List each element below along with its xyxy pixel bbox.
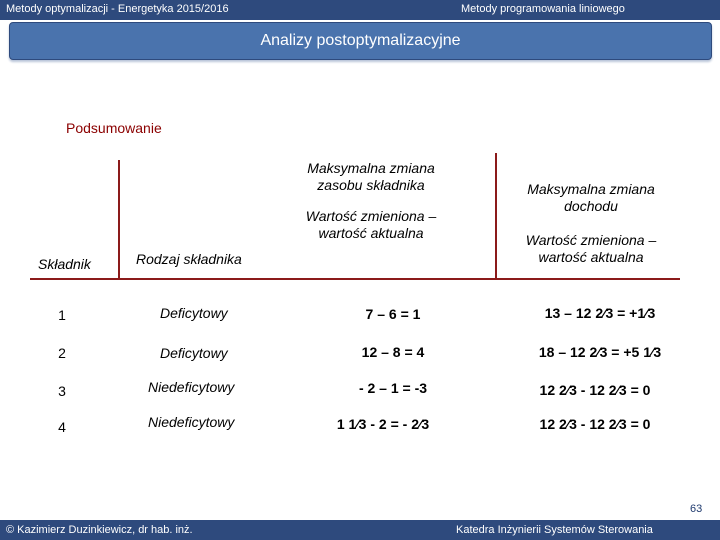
row4-res: 1 1⁄3 - 2 = - 2⁄3 xyxy=(336,416,430,432)
divider-right xyxy=(495,153,497,280)
divider-left xyxy=(118,160,120,280)
col-type: Rodzaj składnika xyxy=(136,251,242,267)
res-change-line2: zasobu składnika xyxy=(317,177,425,193)
row4-inc: 12 2⁄3 - 12 2⁄3 = 0 xyxy=(539,416,651,432)
row3-type: Niedeficytowy xyxy=(148,379,235,395)
chapter-title: Metody programowania liniowego xyxy=(461,3,625,15)
res-formula-line1: Wartość zmieniona – xyxy=(305,208,437,224)
row1-res: 7 – 6 = 1 xyxy=(365,306,421,322)
course-title: Metody optymalizacji - Energetyka 2015/2016 xyxy=(6,3,229,15)
bottom-bar xyxy=(0,520,720,540)
section-heading: Podsumowanie xyxy=(66,120,162,136)
inc-change-line1: Maksymalna zmiana xyxy=(527,181,655,197)
col-component: Składnik xyxy=(38,256,91,272)
res-formula-line2: wartość aktualna xyxy=(318,225,424,241)
row3-num: 3 xyxy=(58,383,66,399)
row4-num: 4 xyxy=(58,419,66,435)
row2-res: 12 – 8 = 4 xyxy=(361,344,425,360)
row2-num: 2 xyxy=(58,345,66,361)
inc-change-line2: dochodu xyxy=(564,198,618,214)
page-number: 63 xyxy=(690,503,703,515)
row1-inc: 13 – 12 2⁄3 = +1⁄3 xyxy=(544,305,656,321)
row4-type: Niedeficytowy xyxy=(148,414,235,430)
top-bar xyxy=(0,0,720,20)
row2-inc: 18 – 12 2⁄3 = +5 1⁄3 xyxy=(538,344,662,360)
header-rule xyxy=(30,278,680,280)
res-change-line1: Maksymalna zmiana xyxy=(307,160,435,176)
author: © Kazimierz Duzinkiewicz, dr hab. inż. xyxy=(6,524,193,536)
row3-res: - 2 – 1 = -3 xyxy=(358,380,428,396)
row1-num: 1 xyxy=(58,307,66,323)
inc-formula-line2: wartość aktualna xyxy=(538,249,644,265)
row2-type: Deficytowy xyxy=(160,345,228,361)
department: Katedra Inżynierii Systemów Sterowania xyxy=(456,524,653,536)
inc-formula-line1: Wartość zmieniona – xyxy=(525,232,657,248)
row1-type: Deficytowy xyxy=(160,305,228,321)
slide-title: Analizy postoptymalizacyjne xyxy=(9,22,712,60)
row3-inc: 12 2⁄3 - 12 2⁄3 = 0 xyxy=(539,382,651,398)
